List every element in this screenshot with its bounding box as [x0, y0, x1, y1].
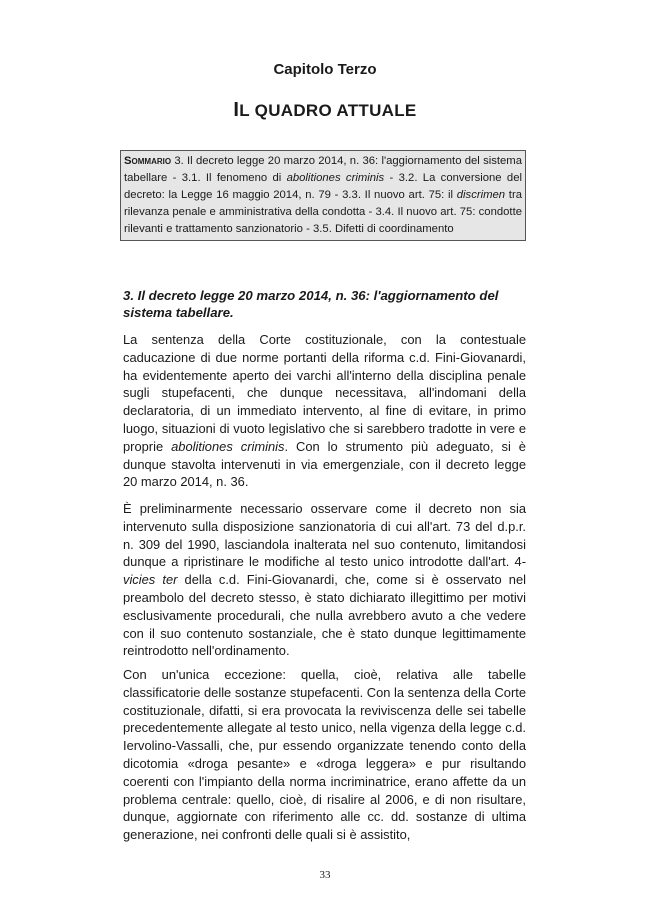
paragraph-2-text-b: della c.d. Fini-Giovanardi, che, come si è osservato nel preambolo del decreto stesso, è stato dichiarato illegittimo per motivi esclusivamente procedurali, che nulla avrebbero avuto a che vedere con il suo contenuto sostanziale, che è stato dunque legittimamente reintrodotto nell'ordinamento.	[123, 572, 526, 659]
summary-text-3: tra rilevanza penale e amministrativa della condotta - 3.4. Il nuovo art. 75: condotte rilevanti e trattamento sanzionatorio - 3.5. Difetti di coordinamento	[124, 189, 522, 236]
paragraph-2-emphasis: vicies ter	[123, 572, 178, 588]
paragraph-1-text-b: . Con lo strumento più adeguato, si è dunque stavolta intervenuti in via emergenziale, con il decreto legge 20 marzo 2014, n. 36.	[123, 438, 526, 490]
summary-emphasis-2: discrimen	[456, 189, 506, 202]
chapter-label: Capitolo Terzo	[273, 61, 377, 78]
paragraph-2	[123, 500, 526, 660]
paragraph-1	[123, 331, 526, 491]
section-heading: 3. Il decreto legge 20 marzo 2014, n. 36: l'aggiornamento del sistema tabellare.	[123, 288, 499, 320]
chapter-title-rest: L QUADRO ATTUALE	[239, 101, 417, 120]
summary-box	[120, 150, 526, 241]
paragraph-2-text-a: È preliminarmente necessario osservare come il decreto non sia intervenuto sulla disposizione sanzionatoria di cui all'art. 73 del d.p.r. n. 309 del 1990, lasciandola inalterata nel suo contenuto, limitandosi dunque a ripristinare le modifiche al testo unico introdotte dall'art. 4-	[123, 501, 526, 570]
paragraph-1-emphasis: abolitiones criminis	[171, 438, 285, 454]
paragraph-3: Con un'unica eccezione: quella, cioè, relativa alle tabelle classificatorie delle sostanze stupefacenti. Con la sentenza della Corte costituzionale, difatti, si era provocata la reviviscenza delle sei tabelle precedentemente allegate al testo unico, nella vigenza della legge c.d. Iervolino-Vassalli, che, pur essendo organizzate tenendo conto della dicotomia «droga pesante» e «droga leggera» e pur risultando coerenti con l'impianto della norma incriminatrice, erano affette da un problema centrale: quello, cioè, di risalire al 2006, e di non risultare, dunque, aggiornate con riferimento alle cc. dd. sostanze di ultima generazione, nei confronti delle quali si è assistito,	[123, 667, 526, 843]
summary-lead: Sommario	[124, 155, 172, 167]
summary-emphasis-1: abolitiones criminis	[286, 172, 385, 185]
paragraph-1-text-a: La sentenza della Corte costituzionale, con la contestuale caducazione di due norme portanti della riforma c.d. Fini-Giovanardi, ha evidentemente aperto dei varchi all'interno della disciplina penale sugli stupefacenti, che dunque necessitava, all'indomani della declaratoria, di un immediato intervento, al fine di evitare, in primo luogo, situazioni di vuoto legislativo che si sarebbero tradotte in vere e proprie	[123, 332, 526, 454]
chapter-title	[0, 99, 650, 122]
summary-text-1: 3. Il decreto legge 20 marzo 2014, n. 36: l'aggiornamento del sistema tabellare - 3.1. Il fenomeno di	[124, 155, 522, 185]
page-number: 33	[319, 869, 331, 881]
summary-text-2: - 3.2. La conversione del decreto: la Legge 16 maggio 2014, n. 79 - 3.3. Il nuovo art. 75: il	[124, 172, 522, 202]
chapter-title-initial: I	[233, 99, 240, 121]
